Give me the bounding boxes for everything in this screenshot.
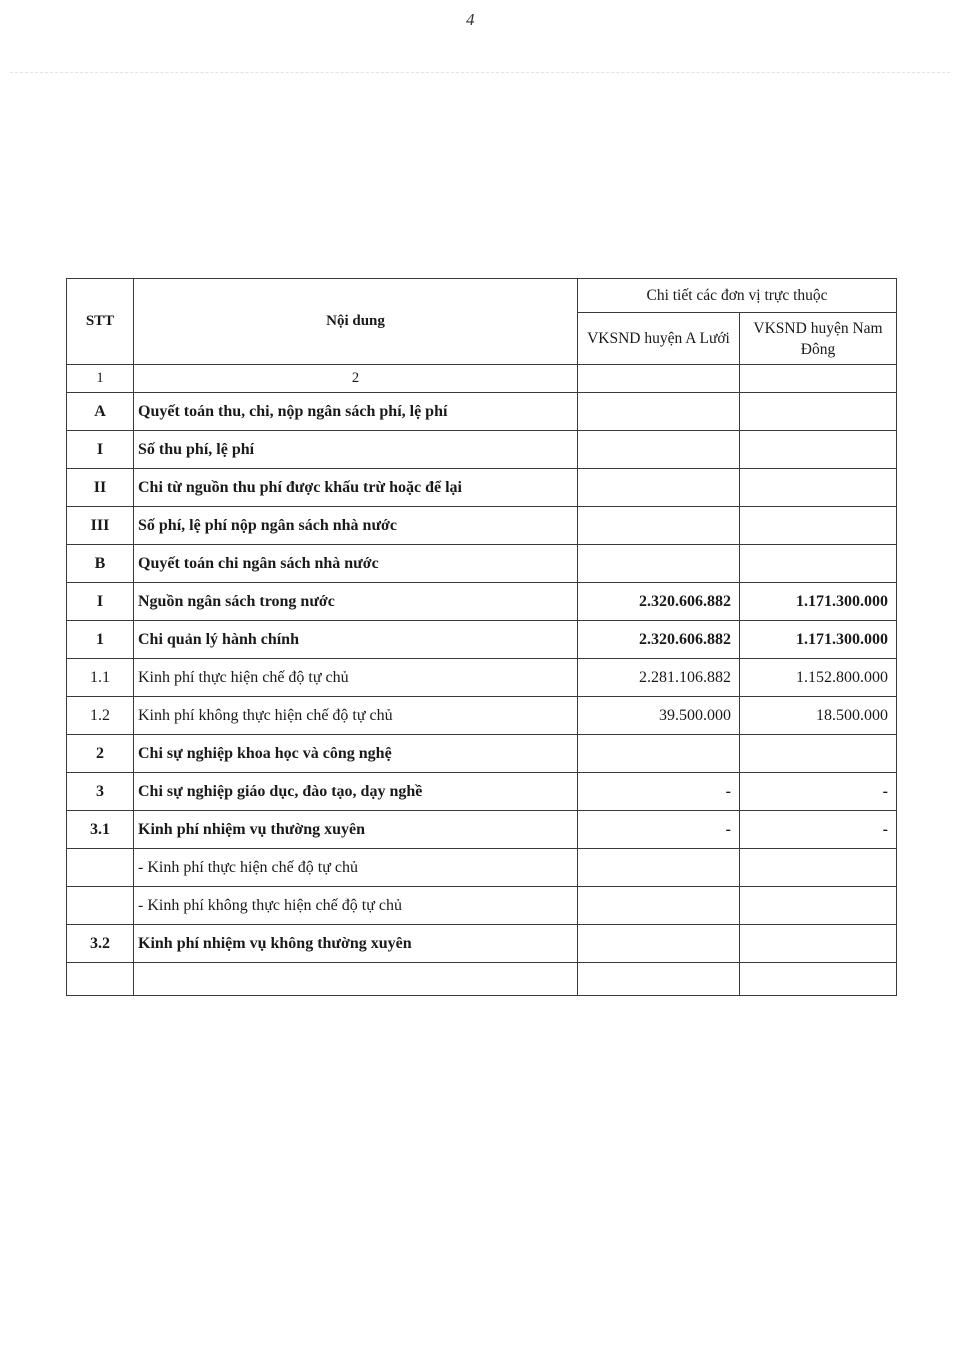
row-value-a-luoi xyxy=(578,507,740,545)
table-row xyxy=(67,659,897,697)
row-value-a-luoi xyxy=(578,469,740,507)
row-value-nam-dong: 1.171.300.000 xyxy=(740,621,897,659)
row-content: - Kinh phí thực hiện chế độ tự chủ xyxy=(134,849,578,887)
row-content: Chi từ nguồn thu phí được khấu trừ hoặc để lại xyxy=(134,469,578,507)
row-content: Quyết toán thu, chi, nộp ngân sách phí, lệ phí xyxy=(134,393,578,431)
row-content: Số phí, lệ phí nộp ngân sách nhà nước xyxy=(134,507,578,545)
column-index-row xyxy=(67,365,897,393)
table-row xyxy=(67,773,897,811)
row-value-nam-dong: 1.171.300.000 xyxy=(740,583,897,621)
row-content: Kinh phí không thực hiện chế độ tự chủ xyxy=(134,697,578,735)
row-stt: 3 xyxy=(67,773,134,811)
row-value-a-luoi xyxy=(578,925,740,963)
row-stt xyxy=(67,849,134,887)
table-row xyxy=(67,849,897,887)
row-stt: 1.2 xyxy=(67,697,134,735)
row-value-a-luoi: - xyxy=(578,811,740,849)
table-row-empty xyxy=(67,963,897,996)
row-stt: I xyxy=(67,583,134,621)
header-unit-a-luoi: VKSND huyện A Lưới xyxy=(578,313,740,365)
row-value-a-luoi xyxy=(578,393,740,431)
row-content: Chi quản lý hành chính xyxy=(134,621,578,659)
row-value-a-luoi: 2.320.606.882 xyxy=(578,621,740,659)
row-value-a-luoi: - xyxy=(578,773,740,811)
header-stt: STT xyxy=(67,279,134,365)
row-content: Kinh phí thực hiện chế độ tự chủ xyxy=(134,659,578,697)
row-content: Số thu phí, lệ phí xyxy=(134,431,578,469)
row-stt: II xyxy=(67,469,134,507)
row-stt xyxy=(67,887,134,925)
row-value-a-luoi xyxy=(578,431,740,469)
row-value-nam-dong xyxy=(740,545,897,583)
row-value-a-luoi xyxy=(578,735,740,773)
header-unit-nam-dong: VKSND huyện Nam Đông xyxy=(740,313,897,365)
row-value-nam-dong: - xyxy=(740,773,897,811)
table-row xyxy=(67,583,897,621)
table-row xyxy=(67,507,897,545)
row-value-nam-dong xyxy=(740,431,897,469)
row-content: - Kinh phí không thực hiện chế độ tự chủ xyxy=(134,887,578,925)
table-row xyxy=(67,925,897,963)
row-value-nam-dong xyxy=(740,925,897,963)
row-content: Chi sự nghiệp giáo dục, đào tạo, dạy nghề xyxy=(134,773,578,811)
row-value-nam-dong xyxy=(740,507,897,545)
row-stt: 1 xyxy=(67,621,134,659)
table-row xyxy=(67,735,897,773)
row-value-nam-dong xyxy=(740,887,897,925)
row-stt: 3.1 xyxy=(67,811,134,849)
row-stt: III xyxy=(67,507,134,545)
header-content: Nội dung xyxy=(134,279,578,365)
row-content: Nguồn ngân sách trong nước xyxy=(134,583,578,621)
column-index-4 xyxy=(740,365,897,393)
table-row xyxy=(67,697,897,735)
empty-cell xyxy=(578,963,740,996)
row-value-a-luoi xyxy=(578,849,740,887)
header-row-top xyxy=(67,279,897,313)
row-stt: B xyxy=(67,545,134,583)
table-row xyxy=(67,393,897,431)
row-value-nam-dong xyxy=(740,735,897,773)
table-row xyxy=(67,811,897,849)
column-index-3 xyxy=(578,365,740,393)
table-row xyxy=(67,621,897,659)
row-value-nam-dong: - xyxy=(740,811,897,849)
row-stt: I xyxy=(67,431,134,469)
page-number: 4 xyxy=(466,10,475,29)
row-value-a-luoi: 2.320.606.882 xyxy=(578,583,740,621)
row-content: Quyết toán chi ngân sách nhà nước xyxy=(134,545,578,583)
scan-artifact-line xyxy=(10,72,950,73)
row-stt: 3.2 xyxy=(67,925,134,963)
table-row xyxy=(67,469,897,507)
row-value-a-luoi: 39.500.000 xyxy=(578,697,740,735)
row-value-nam-dong xyxy=(740,849,897,887)
row-value-nam-dong xyxy=(740,393,897,431)
row-content: Kinh phí nhiệm vụ thường xuyên xyxy=(134,811,578,849)
table-row xyxy=(67,887,897,925)
row-value-a-luoi: 2.281.106.882 xyxy=(578,659,740,697)
row-stt: 2 xyxy=(67,735,134,773)
column-index-2: 2 xyxy=(134,365,578,393)
table-row xyxy=(67,545,897,583)
row-content: Kinh phí nhiệm vụ không thường xuyên xyxy=(134,925,578,963)
empty-cell xyxy=(67,963,134,996)
row-value-a-luoi xyxy=(578,545,740,583)
header-units-group: Chi tiết các đơn vị trực thuộc xyxy=(578,279,897,313)
row-value-nam-dong: 18.500.000 xyxy=(740,697,897,735)
row-value-a-luoi xyxy=(578,887,740,925)
empty-cell xyxy=(740,963,897,996)
table-row xyxy=(67,431,897,469)
row-stt: A xyxy=(67,393,134,431)
row-content: Chi sự nghiệp khoa học và công nghệ xyxy=(134,735,578,773)
budget-settlement-table xyxy=(66,278,897,996)
empty-cell xyxy=(134,963,578,996)
column-index-1: 1 xyxy=(67,365,134,393)
row-value-nam-dong: 1.152.800.000 xyxy=(740,659,897,697)
row-value-nam-dong xyxy=(740,469,897,507)
row-stt: 1.1 xyxy=(67,659,134,697)
